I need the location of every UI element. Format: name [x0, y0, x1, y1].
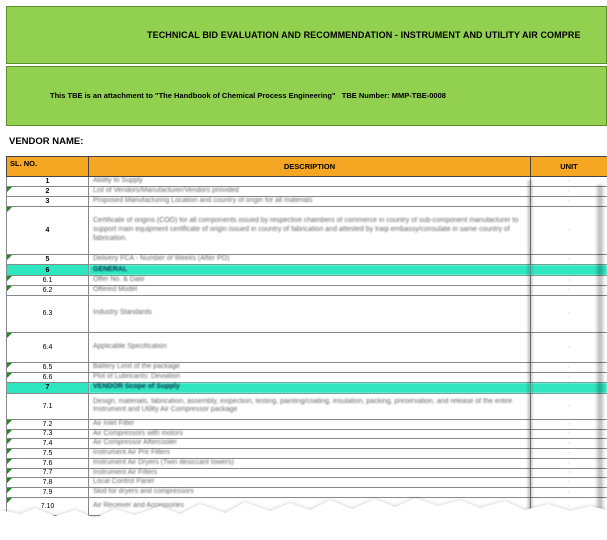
description-cell: Offered Model — [89, 286, 531, 296]
comment-marker-icon — [7, 255, 12, 260]
sl-no-cell — [7, 449, 89, 459]
sl-no-cell — [7, 255, 89, 265]
unit-cell: - — [531, 429, 607, 439]
sl-no-text: 7.2 — [42, 420, 53, 428]
comment-marker-icon — [7, 276, 12, 281]
description-cell: Air Inlet Filter — [89, 419, 531, 429]
description-cell: Air Compressor Aftercooler — [89, 439, 531, 449]
page-fold-shadow — [527, 180, 533, 510]
description-cell: GENERAL — [89, 265, 531, 276]
description-cell: Battery Limit of the package — [89, 362, 531, 372]
unit-cell: - — [531, 449, 607, 459]
sl-no-cell — [7, 393, 89, 419]
sl-no-cell — [7, 429, 89, 439]
description-cell: Industry Standards — [89, 295, 531, 332]
sl-no-text: 7.5 — [42, 449, 53, 457]
table-header-row — [7, 157, 607, 177]
description-cell: Skid for dryers and compressors — [89, 488, 531, 498]
unit-cell: - — [531, 255, 607, 265]
torn-paper-edge — [0, 478, 607, 540]
unit-cell: - — [531, 497, 607, 515]
table-body — [7, 177, 607, 528]
table-row — [7, 393, 607, 419]
unit-cell: - — [531, 488, 607, 498]
tbe-number: TBE Number: MMP-TBE-0008 — [341, 91, 446, 100]
description-cell: Proposed Manufacturing Location and country of origin for all materials — [89, 197, 531, 207]
table-row — [7, 372, 607, 382]
sl-no-text: 7.8 — [42, 479, 53, 487]
sl-no-cell — [7, 286, 89, 296]
description-cell: VENDOR Scope of Supply — [89, 382, 531, 393]
description-cell: Delivery FCA - Number of Weeks (After PO) — [89, 255, 531, 265]
comment-marker-icon — [7, 430, 12, 435]
unit-cell: - — [531, 286, 607, 296]
description-cell: Air Compressors with motors — [89, 429, 531, 439]
sl-no-text: 7.3 — [42, 430, 53, 438]
sl-no-text: 7.4 — [42, 440, 53, 448]
unit-cell: - — [531, 295, 607, 332]
sl-no-text: 3 — [45, 198, 50, 205]
sl-no-cell — [7, 439, 89, 449]
unit-cell: - — [531, 276, 607, 286]
comment-marker-icon — [7, 333, 12, 338]
comment-marker-icon — [7, 207, 12, 212]
sl-no-text: 1 — [45, 178, 50, 185]
table-row — [7, 295, 607, 332]
description-cell: Applicable Specification — [89, 332, 531, 362]
description-cell: Instrument Air Dryers (Twin desiccant towers) — [89, 458, 531, 468]
column-header-description: DESCRIPTION — [89, 157, 531, 177]
sl-no-cell — [7, 276, 89, 286]
sl-no-cell — [7, 295, 89, 332]
sl-no-text: 7 — [45, 384, 50, 392]
unit-cell: - — [531, 393, 607, 419]
table-row — [7, 197, 607, 207]
table-row — [7, 449, 607, 459]
comment-marker-icon — [7, 373, 12, 378]
sl-no-text: 6.6 — [42, 373, 53, 381]
sl-no-cell — [7, 468, 89, 478]
table-row — [7, 207, 607, 255]
sl-no-cell — [7, 419, 89, 429]
column-header-unit: UNIT — [531, 157, 607, 177]
table-row — [7, 439, 607, 449]
column-header-sl-no: SL. NO. — [7, 157, 89, 177]
comment-marker-icon — [7, 363, 12, 368]
table-row — [7, 332, 607, 362]
sl-no-text: 7.1 — [42, 402, 53, 410]
unit-cell: - — [531, 419, 607, 429]
sl-no-text: 6.1 — [42, 277, 53, 284]
table-row — [7, 177, 607, 187]
table-row — [7, 362, 607, 372]
comment-marker-icon — [7, 449, 12, 454]
evaluation-table — [6, 156, 607, 528]
table-row — [7, 429, 607, 439]
sl-no-cell — [7, 197, 89, 207]
sl-no-cell — [7, 362, 89, 372]
description-cell: List of Vendors/Manufacturer/Vendors provided — [89, 187, 531, 197]
unit-cell — [531, 382, 607, 393]
comment-marker-icon — [7, 439, 12, 444]
comment-marker-icon — [7, 469, 12, 474]
description-cell: Air Receiver and Accessories — [89, 497, 531, 515]
table-row — [7, 419, 607, 429]
sl-no-cell — [7, 265, 89, 276]
description-cell: Ability to Supply — [89, 177, 531, 187]
unit-cell: - — [531, 197, 607, 207]
comment-marker-icon — [7, 187, 12, 192]
unit-cell: - — [531, 187, 607, 197]
comment-marker-icon — [7, 420, 12, 425]
unit-cell: - — [531, 332, 607, 362]
document-title: TECHNICAL BID EVALUATION AND RECOMMENDATION - INSTRUMENT AND UTILITY AIR COMPRE — [147, 30, 581, 40]
table-row — [7, 255, 607, 265]
sl-no-cell — [7, 187, 89, 197]
unit-cell: - — [531, 478, 607, 488]
unit-cell: - — [531, 177, 607, 187]
sl-no-text: 6.5 — [42, 363, 53, 371]
title-banner — [6, 6, 607, 64]
unit-cell: - — [531, 207, 607, 255]
description-cell: Plot of Lubricants: Deviation — [89, 372, 531, 382]
sl-no-text: 6 — [45, 266, 50, 274]
unit-cell: - — [531, 468, 607, 478]
table-row — [7, 458, 607, 468]
sl-no-text: 7.10 — [40, 502, 55, 510]
vendor-name-label: VENDOR NAME: — [9, 136, 84, 147]
table-row — [7, 468, 607, 478]
sl-no-text: 6.4 — [42, 343, 53, 351]
sl-no-text: 7.7 — [42, 469, 53, 477]
unit-cell: - — [531, 372, 607, 382]
sl-no-cell — [7, 458, 89, 468]
comment-marker-icon — [7, 286, 12, 291]
page-edge-shadow — [597, 185, 603, 515]
table-row — [7, 276, 607, 286]
description-cell: Certificate of origins (COO) for all components issued by respective chambers of commerce in country of sub-component manufacturer to support main equipment certificate of origin issued in country of fabrication and attested by Iraqi embassy/consulate in same country of fabrication. — [89, 207, 531, 255]
sl-no-text: 7.9 — [42, 488, 53, 496]
sl-no-cell — [7, 332, 89, 362]
description-cell: Instrument Air Filters — [89, 468, 531, 478]
description-cell: Instrument Air Pre Filters — [89, 449, 531, 459]
unit-cell: - — [531, 439, 607, 449]
table-row — [7, 286, 607, 296]
sl-no-text: 6.2 — [42, 286, 53, 294]
attachment-note: This TBE is an attachment to "The Handbook of Chemical Process Engineering" — [50, 91, 336, 100]
sl-no-text: 6.3 — [42, 310, 53, 318]
unit-cell: - — [531, 362, 607, 372]
unit-cell: - — [531, 458, 607, 468]
sl-no-cell — [7, 372, 89, 382]
sl-no-text: 5 — [45, 256, 50, 263]
description-cell: Local Control Panel — [89, 478, 531, 488]
section-row — [7, 382, 607, 393]
attachment-banner — [6, 66, 607, 126]
sl-no-cell — [7, 207, 89, 255]
table-row — [7, 187, 607, 197]
sl-no-cell — [7, 177, 89, 187]
comment-marker-icon — [7, 459, 12, 464]
sl-no-cell — [7, 382, 89, 393]
sl-no-text: 7.6 — [42, 459, 53, 467]
sl-no-text: 2 — [45, 188, 50, 195]
section-row — [7, 265, 607, 276]
description-cell: Offer No. & Date — [89, 276, 531, 286]
attachment-line — [50, 91, 446, 100]
unit-cell — [531, 265, 607, 276]
description-cell: Design, materials, fabrication, assembly, inspection, testing, painting/coating, insulation, packing, preservation, and release of the entire Instrument and Utility Air Compressor package — [89, 393, 531, 419]
sl-no-text: 4 — [45, 227, 50, 234]
